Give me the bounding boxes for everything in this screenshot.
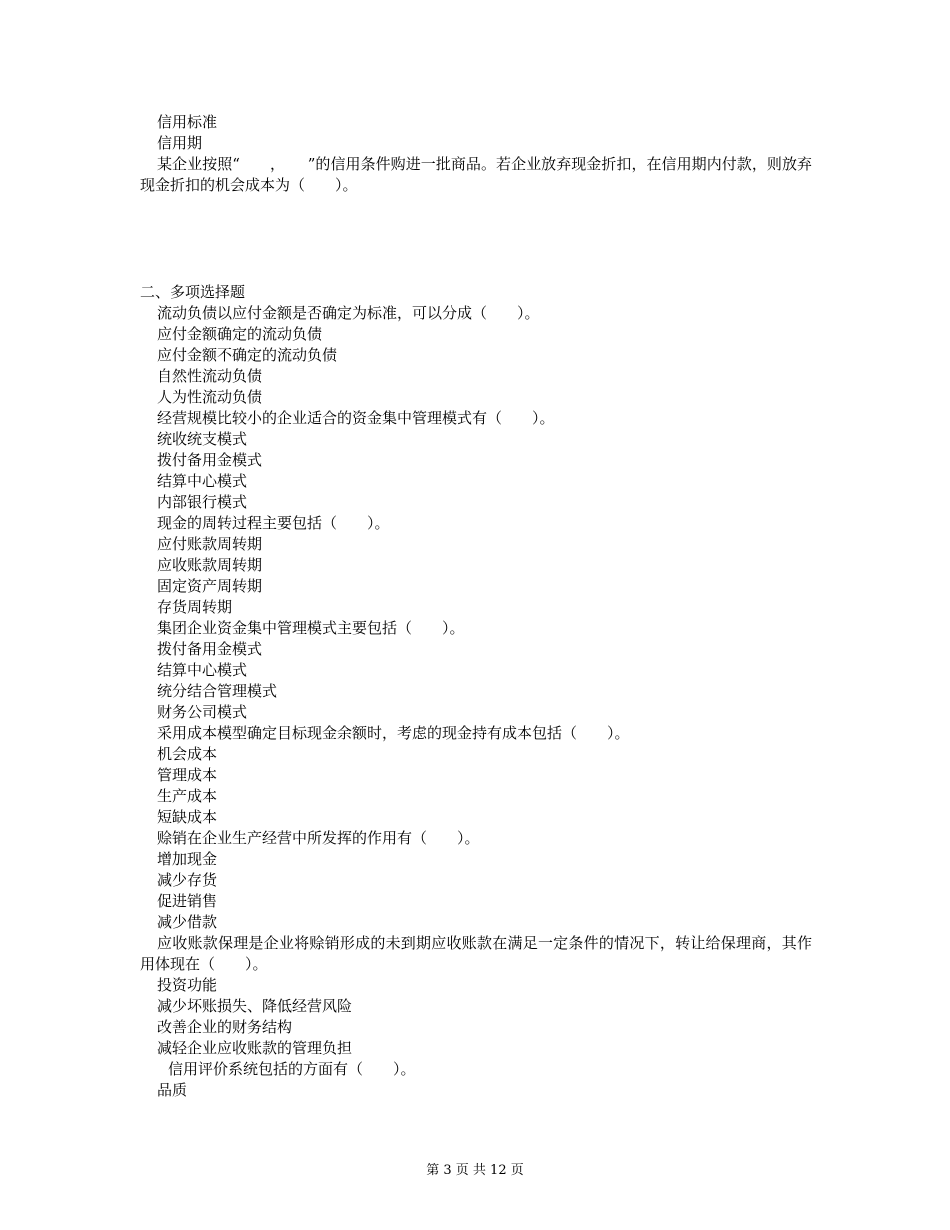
- option-line: 管理成本: [157, 766, 218, 784]
- question-block: [140, 303, 812, 408]
- question-block: [140, 513, 812, 618]
- option-line: 人为性流动负债: [157, 388, 263, 406]
- option-line: 结算中心模式: [157, 661, 248, 679]
- blank-space: [140, 196, 812, 282]
- option-line: 减少借款: [157, 913, 218, 931]
- question-block: [140, 1059, 812, 1101]
- option-line: 投资功能: [157, 976, 218, 994]
- question-block: [140, 828, 812, 933]
- option-line: 信用期: [157, 134, 203, 152]
- option-line: 生产成本: [157, 787, 218, 805]
- option-line: 信用标准: [157, 113, 218, 131]
- question-block: [140, 618, 812, 723]
- question-block: [140, 723, 812, 828]
- question-text: 流动负债以应付金额是否确定为标准，可以分成（ ）。: [157, 304, 540, 322]
- question-text: 集团企业资金集中管理模式主要包括（ ）。: [157, 619, 465, 637]
- option-line: 减少坏账损失、降低经营风险: [157, 997, 353, 1015]
- question-block: [140, 933, 812, 1059]
- option-line: 减少存货: [157, 871, 218, 889]
- option-line: 统收统支模式: [157, 430, 248, 448]
- question-text: 应收账款保理是企业将赊销形成的未到期应收账款在满足一定条件的情况下，转让给保理商，其作用体现在（ ）。: [140, 934, 812, 973]
- option-line: 应付账款周转期: [157, 535, 263, 553]
- option-line: 减轻企业应收账款的管理负担: [157, 1039, 353, 1057]
- page-number-footer: 第 3 页 共 12 页: [426, 1163, 524, 1178]
- option-line: 应收账款周转期: [157, 556, 263, 574]
- option-line: 增加现金: [157, 850, 218, 868]
- question-text: 某企业按照“ ， ”的信用条件购进一批商品。若企业放弃现金折扣，在信用期内付款，则放弃现金折扣的机会成本为（ ）。: [140, 155, 812, 194]
- option-line: 应付金额确定的流动负债: [157, 325, 323, 343]
- option-line: 存货周转期: [157, 598, 233, 616]
- option-line: 应付金额不确定的流动负债: [157, 346, 338, 364]
- section-title: 二、多项选择题: [140, 283, 246, 301]
- option-line: 短缺成本: [157, 808, 218, 826]
- question-text: 经营规模比较小的企业适合的资金集中管理模式有（ ）。: [157, 409, 555, 427]
- question-text: 现金的周转过程主要包括（ ）。: [157, 514, 390, 532]
- question-text: 信用评价系统包括的方面有（ ）。: [168, 1060, 416, 1078]
- option-line: 固定资产周转期: [157, 577, 263, 595]
- option-line: 促进销售: [157, 892, 218, 910]
- option-line: 拨付备用金模式: [157, 640, 263, 658]
- option-line: 品质: [157, 1081, 188, 1099]
- option-line: 结算中心模式: [157, 472, 248, 490]
- option-line: 统分结合管理模式: [157, 682, 278, 700]
- question-text: 赊销在企业生产经营中所发挥的作用有（ ）。: [157, 829, 480, 847]
- option-line: 机会成本: [157, 745, 218, 763]
- question-text: 采用成本模型确定目标现金余额时，考虑的现金持有成本包括（ ）。: [157, 724, 630, 742]
- option-line: 改善企业的财务结构: [157, 1018, 293, 1036]
- page-content: [140, 112, 812, 1101]
- question-block: [140, 408, 812, 513]
- option-line: 自然性流动负债: [157, 367, 263, 385]
- option-line: 拨付备用金模式: [157, 451, 263, 469]
- option-line: 内部银行模式: [157, 493, 248, 511]
- option-line: 财务公司模式: [157, 703, 248, 721]
